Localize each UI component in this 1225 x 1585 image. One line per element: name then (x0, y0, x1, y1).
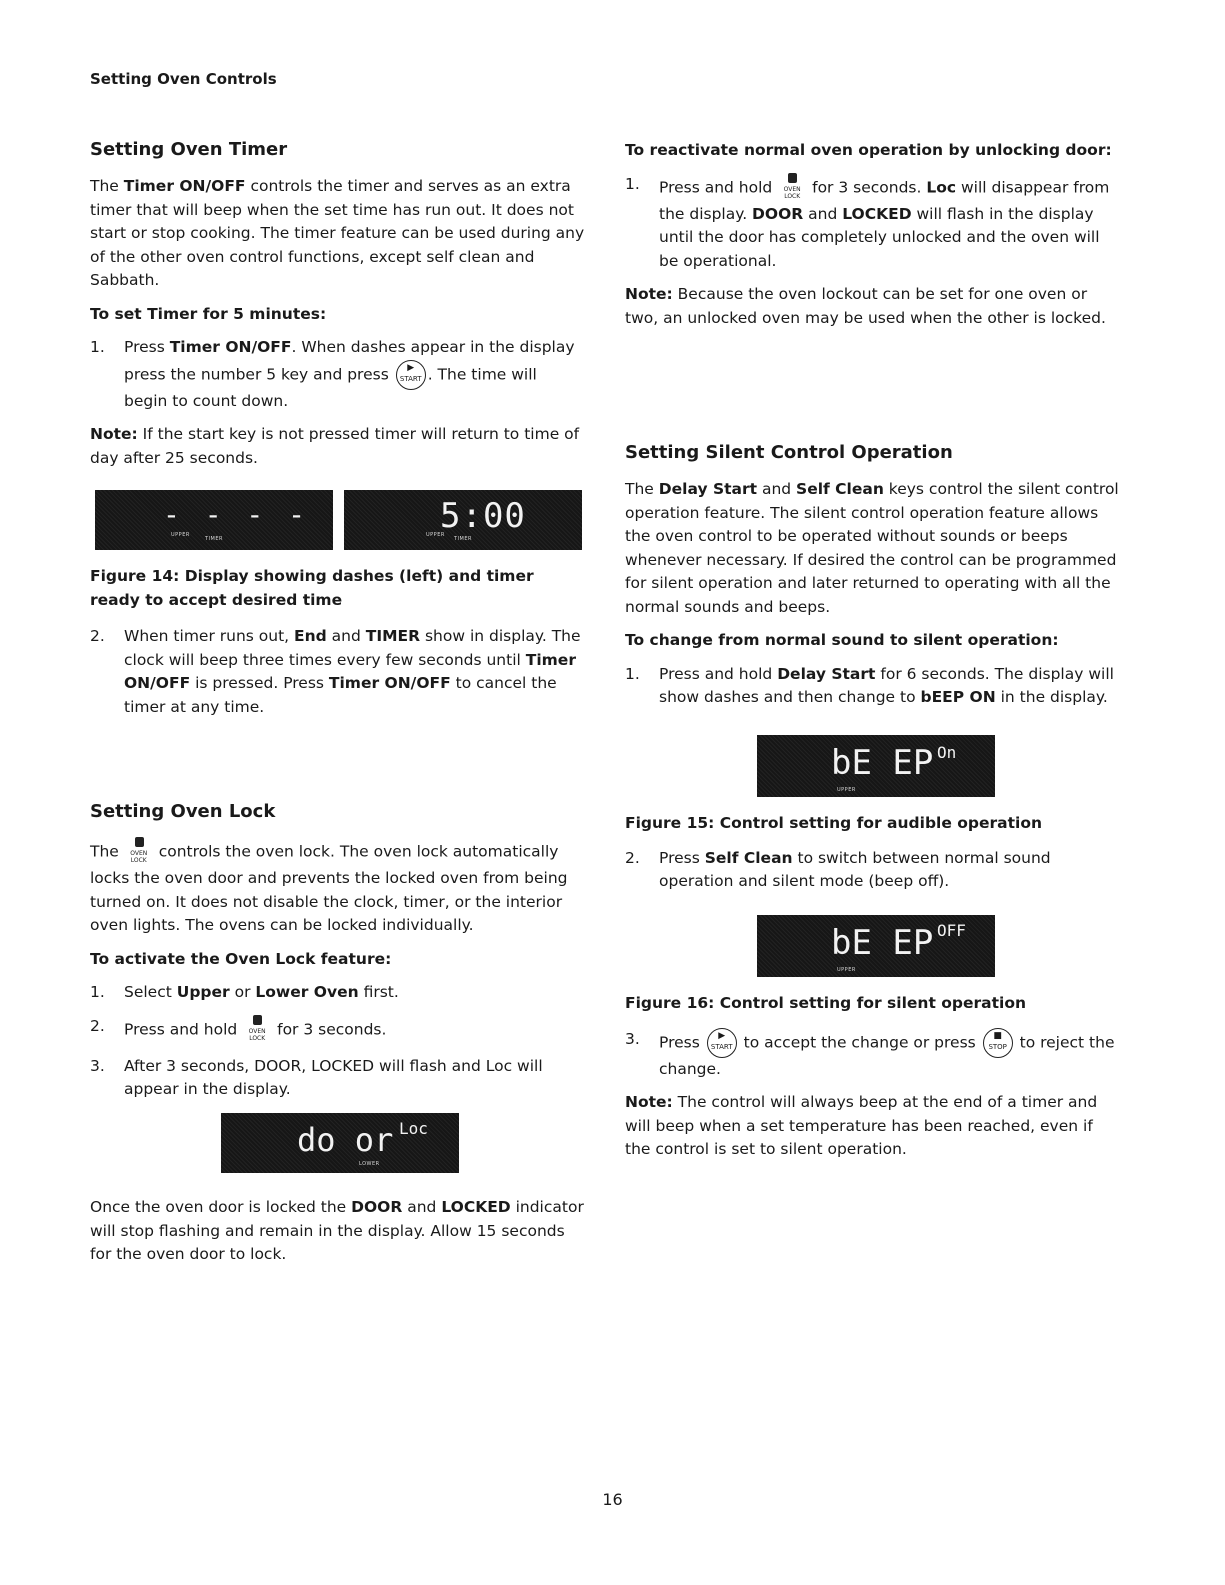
silent-step-3: 3. Press ▶ START to accept the change or press ■ STOP to reject the change. (625, 1029, 1115, 1078)
silent-section-2 (625, 812, 1120, 904)
stop-key-icon: ■ STOP (983, 1028, 1013, 1058)
beep-off-display: bE EP OFF UPPER (757, 915, 995, 977)
lock-subheading: To activate the Oven Lock feature: (90, 949, 392, 968)
page-number: 16 (602, 1490, 623, 1509)
lock-intro: The OVEN LOCK controls the oven lock. The oven lock automatically locks the oven door and prevents the locked oven from being turned on. It does not disable the clock, timer, or the interior oven lights. The ovens can be locked individually. (90, 837, 585, 938)
figure-14-caption: Figure 14: Display showing dashes (left) and timer ready to accept desired time (90, 567, 534, 609)
silent-title: Setting Silent Control Operation (625, 442, 953, 463)
lock-title: Setting Oven Lock (90, 801, 276, 822)
lock-step-2: 2. Press and hold OVEN LOCK for 3 seconds. (90, 1015, 585, 1045)
lock-section (90, 800, 585, 1112)
page-header: Setting Oven Controls (90, 70, 277, 88)
unlock-subheading: To reactivate normal oven operation by unlocking door: (625, 141, 1112, 159)
silent-intro: The Delay Start and Self Clean keys control the silent control operation feature. The silent control operation feature allows the oven control to be operated without sounds or beeps whenever necessary. If desired the control can be programmed for silent operation and later returned to operating with all the normal sounds and beeps. (625, 480, 1119, 616)
timer-section-2 (90, 565, 585, 729)
lock-display: do or Loc LOWER (221, 1113, 459, 1173)
lock-step-1: 1. Select Upper or Lower Oven first. (90, 983, 399, 1001)
timer-subheading: To set Timer for 5 minutes: (90, 304, 327, 323)
timer-note: Note: If the start key is not pressed timer will return to time of day after 25 seconds. (90, 425, 580, 467)
lock-outro: Once the oven door is locked the DOOR and LOCKED indicator will stop flashing and remain in the display. Allow 15 seconds for the oven door to lock. (90, 1198, 584, 1263)
lock-step-3: 3. After 3 seconds, DOOR, LOCKED will flash and Loc will appear in the display. (90, 1056, 543, 1098)
oven-lock-icon: OVEN LOCK (127, 837, 151, 867)
figure-15-caption: Figure 15: Control setting for audible operation (625, 814, 1043, 832)
timer-intro: The Timer ON/OFF controls the timer and serves as an extra timer that will beep when the set time has run out. It does not start or stop cooking. The timer feature can be used during any of the other oven control functions, except self clean and Sabbath. (90, 177, 585, 289)
start-key-icon: ▶ START (707, 1028, 737, 1058)
unlock-step-1: 1. Press and hold OVEN LOCK for 3 seconds. Loc will disappear from the display. DOOR and LOCKED will flash in the display until the door has completely unlocked and the oven will be operational. (625, 174, 1110, 270)
timer-section (90, 138, 585, 480)
timer-step-2: 2. When timer runs out, End and TIMER show in display. The clock will beep three times every few seconds until Timer ON/OFF is pressed. Press Timer ON/OFF to cancel the timer at any time. (90, 627, 581, 716)
figure-16-caption: Figure 16: Control setting for silent operation (625, 994, 1027, 1012)
beep-on-display: bE EP On UPPER (757, 735, 995, 797)
silent-step-1: 1. Press and hold Delay Start for 6 seconds. The display will show dashes and then change to bEEP ON in the display. (625, 664, 1114, 706)
silent-section (625, 441, 1120, 720)
silent-step-2: 2. Press Self Clean to switch between normal sound operation and silent mode (beep off). (625, 848, 1051, 890)
silent-subheading: To change from normal sound to silent operation: (625, 631, 1059, 649)
start-key-icon: ▶ START (396, 360, 426, 390)
oven-lock-icon: OVEN LOCK (245, 1015, 269, 1045)
unlock-note: Note: Because the oven lockout can be set for one oven or two, an unlocked oven may be used when the other is locked. (625, 285, 1106, 327)
silent-note: Note: The control will always beep at the end of a timer and will beep when a set temperature has been reached, even if the control is set to silent operation. (625, 1093, 1098, 1158)
timer-step-1: 1. Press Timer ON/OFF. When dashes appear in the display press the number 5 key and press ▶ START . The time will begin to count down. (90, 338, 575, 410)
timer-display-dashes: - - - - UPPER TIMER (95, 490, 333, 550)
silent-section-3 (625, 992, 1120, 1172)
timer-display-set: 5:00 UPPER TIMER (344, 490, 582, 550)
unlock-section (625, 139, 1120, 340)
oven-lock-icon: OVEN LOCK (780, 173, 804, 203)
timer-title: Setting Oven Timer (90, 139, 288, 160)
